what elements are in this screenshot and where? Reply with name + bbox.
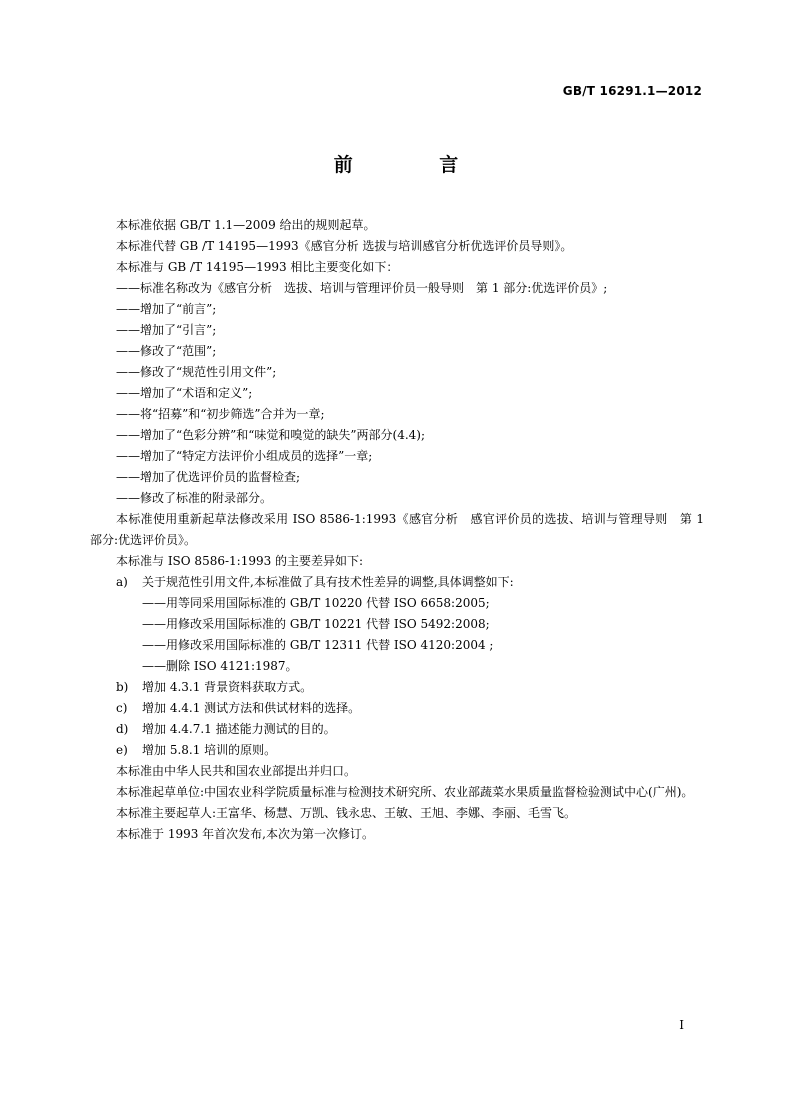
paragraph: 本标准由中华人民共和国农业部提出并归口。	[116, 764, 357, 778]
paragraph: 本标准代替 GB /T 14195—1993《感官分析 选拔与培训感官分析优选评价员导则》。	[116, 239, 573, 253]
paragraph: 本标准依据 GB/T 1.1—2009 给出的规则起草。	[116, 218, 376, 232]
change-item: ——增加了“特定方法评价小组成员的选择”一章;	[116, 449, 373, 463]
change-item: ——修改了“范围”;	[116, 344, 217, 358]
page-number: I	[679, 1018, 684, 1032]
diff-item	[90, 677, 704, 698]
paragraph: 本标准于 1993 年首次发布,本次为第一次修订。	[116, 827, 374, 841]
sub-change-item: ——用等同采用国际标准的 GB/T 10220 代替 ISO 6658:2005;	[142, 596, 490, 610]
paragraph: 本标准与 ISO 8586-1:1993 的主要差异如下:	[116, 554, 364, 568]
page-title: 前 言	[333, 154, 499, 176]
item-text: 增加 4.4.1 测试方法和供试材料的选择。	[142, 701, 361, 715]
item-text: 增加 5.8.1 培训的原则。	[142, 743, 277, 757]
drafters-paragraph: 本标准主要起草人:王富华、杨慧、万凯、钱永忠、王敏、王旭、李娜、李丽、毛雪飞。	[116, 806, 577, 820]
change-item: ——修改了“规范性引用文件”;	[116, 365, 277, 379]
change-item: ——标准名称改为《感官分析 选拔、培训与管理评价员一般导则 第 1 部分:优选评价员》;	[116, 281, 608, 295]
change-item: ——修改了标准的附录部分。	[116, 491, 273, 505]
diff-item	[90, 572, 704, 593]
change-item: ——增加了“前言”;	[116, 302, 217, 316]
diff-item	[90, 719, 704, 740]
diff-item	[90, 740, 704, 761]
item-text: 增加 4.4.7.1 描述能力测试的目的。	[142, 722, 336, 736]
sub-change-item: ——删除 ISO 4121:1987。	[142, 659, 298, 673]
item-mark: a)	[116, 575, 128, 589]
change-item: ——增加了“引言”;	[116, 323, 217, 337]
sub-change-item: ——用修改采用国际标准的 GB/T 10221 代替 ISO 5492:2008;	[142, 617, 490, 631]
drafting-units-paragraph: 本标准起草单位:中国农业科学院质量标准与检测技术研究所、农业部蔬菜水果质量监督检验测试中心(广州)。	[116, 785, 694, 799]
sub-change-item: ——用修改采用国际标准的 GB/T 12311 代替 ISO 4120:2004 ;	[142, 638, 494, 652]
diff-item	[90, 698, 704, 719]
item-mark: e)	[116, 743, 128, 757]
item-mark: d)	[116, 722, 129, 736]
iso-adoption-paragraph: 本标准使用重新起草法修改采用 ISO 8586-1:1993《感官分析 感官评价员的选拔、培训与管理导则 第 1 部分:优选评价员》。	[90, 512, 704, 547]
item-mark: c)	[116, 701, 128, 715]
change-item: ——将“招募”和“初步筛选”合并为一章;	[116, 407, 325, 421]
item-mark: b)	[116, 680, 129, 694]
item-text: 关于规范性引用文件,本标准做了具有技术性差异的调整,具体调整如下:	[142, 575, 514, 589]
item-text: 增加 4.3.1 背景资料获取方式。	[142, 680, 313, 694]
change-item: ——增加了“色彩分辨”和“味觉和嗅觉的缺失”两部分(4.4);	[116, 428, 426, 442]
change-item: ——增加了优选评价员的监督检查;	[116, 470, 301, 484]
paragraph: 本标准与 GB /T 14195—1993 相比主要变化如下：	[116, 260, 399, 274]
change-item: ——增加了“术语和定义”;	[116, 386, 253, 400]
standard-code-header: GB/T 16291.1—2012	[562, 84, 702, 98]
document-body	[90, 215, 704, 845]
